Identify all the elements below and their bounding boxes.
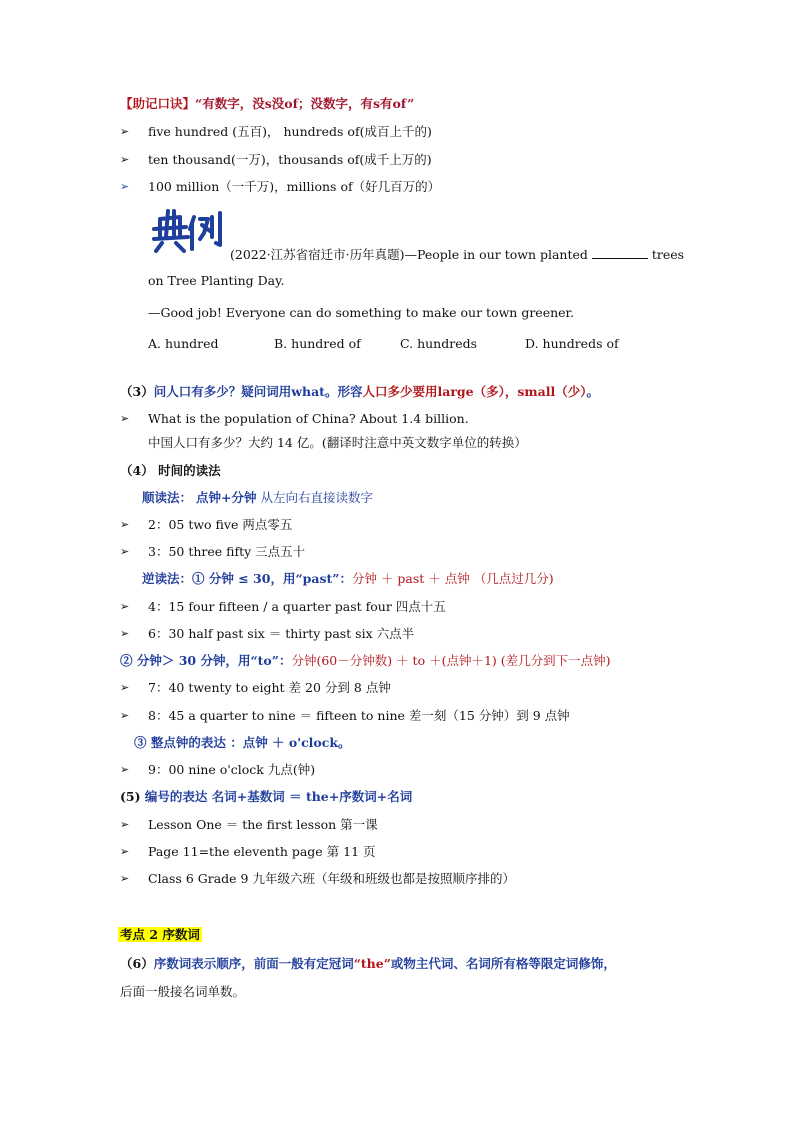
option-a [148,335,219,353]
bullet-icon: ➢ [120,872,130,885]
forward-label: 顺读法： [142,490,193,505]
option-d [525,335,619,353]
forward-rule: 点钟+分钟 [196,490,257,505]
mnemonic-line [120,95,414,113]
point2-the: “the” [353,956,391,971]
bullet-icon: ➢ [120,681,130,694]
list-item: 7：40 twenty to eight 差 20 分到 8 点钟 [148,680,391,695]
option-b [274,335,361,353]
mnemonic-text: “有数字，没s没of；没数字，有s有of” [195,96,415,111]
list-item: 6：30 half past six ＝ thirty past six 六点半 [148,626,415,641]
reverse-reading-rule1 [142,570,554,588]
bullet-icon: ➢ [120,545,130,558]
forward-reading-rule [142,489,373,507]
answer-blank [592,246,648,259]
bullet-icon: ➢ [120,845,130,858]
section5-heading [120,788,412,806]
option-text: hundred of [291,336,361,351]
bullet-icon: ➢ [120,153,130,166]
list-item: Class 6 Grade 9 九年级六班（年级和班级也都是按照顺序排的） [148,871,515,886]
option-c [400,335,477,353]
option-letter: A. [148,336,162,351]
section5-formula: 名词+基数词 ＝ the+序数词+名词 [211,789,413,804]
whole-hour-rule: ③ 整点钟的表达 ：点钟 ＋ o'clock。 [134,735,351,750]
point2-para-line2: 后面一般接名词单数。 [120,984,246,999]
list-item: Page 11=the eleventh page 第 11 页 [148,844,376,859]
reverse-label: 逆读法： [142,571,193,586]
reverse-reading-rule2 [120,652,611,670]
reverse-formula2: 分钟(60－分钟数) ＋ to ＋(点钟＋1) (差几分到下一点钟) [291,653,611,668]
option-letter: D. [525,336,539,351]
list-item: 2：05 two five 两点零五 [148,517,293,532]
example-logo-icon [150,207,226,255]
option-text: hundreds of [542,336,619,351]
reverse-formula1: 分钟 ＋ past ＋ 点钟 （几点过几分) [351,571,554,586]
point2-heading [118,926,202,944]
bullet-icon: ➢ [120,180,130,193]
bullet-icon: ➢ [120,709,130,722]
section-number: （4） [120,463,154,478]
example-after-blank: trees [651,247,685,262]
section-number: （6） [120,956,154,971]
bullet-icon: ➢ [120,818,130,831]
section3-title: 问人口有多少？疑问词用 [153,384,292,399]
section3-words: large（多），small（少） [437,384,587,399]
section-number: （3） [120,384,154,399]
list-item: 3：50 three fifty 三点五十 [148,544,306,559]
list-item: five hundred (五百)， hundreds of(成百上千的) [148,124,432,139]
section3-end: 。 [586,384,599,399]
point2-title: 考点 2 序数词 [120,927,200,942]
bullet-icon: ➢ [120,600,130,613]
option-letter: B. [274,336,288,351]
example-reply: —Good job! Everyone can do something to make our town greener. [148,305,575,320]
list-item: 4：15 four fifteen / a quarter past four 四点十五 [148,599,446,614]
example-question-line1 [230,246,684,264]
list-item: Lesson One ＝ the first lesson 第一课 [148,817,378,832]
forward-desc: 从左向右直接读数字 [260,490,373,505]
point2-text2: 或物主代词、名词所有格等限定词修饰， [390,956,616,971]
section3-pop: 人口多少要用 [362,384,438,399]
reverse-rule1: ① 分钟 ≤ 30，用“past”： [192,571,352,586]
bullet-icon: ➢ [120,125,130,138]
example-source: (2022·江苏省宿迁市·历年真题)—People in our town planted [230,247,588,262]
section3-mid: 。形容 [324,384,363,399]
option-letter: C. [400,336,414,351]
point2-text: 序数词表示顺序，前面一般有定冠词 [153,956,354,971]
bullet-icon: ➢ [120,763,130,776]
list-item: 100 million（一千万)，millions of（好几百万的） [148,179,441,194]
section4-heading [120,462,221,480]
section3-heading [120,383,599,401]
point2-para-line1 [120,955,616,973]
mnemonic-label: 【助记口诀】 [120,96,196,111]
list-item: ten thousand(一万)，thousands of(成千上万的) [148,152,432,167]
list-item: 8：45 a quarter to nine ＝ fifteen to nine 差一刻（15 分钟）到 9 点钟 [148,708,570,723]
section5-title: 编号的表达 [144,789,208,804]
list-item-translation: 中国人口有多少？大约 14 亿。(翻译时注意中英文数字单位的转换） [148,435,527,450]
list-item: What is the population of China? About 1.4 billion. [148,411,469,426]
list-item: 9：00 nine o'clock 九点(钟) [148,762,316,777]
section-number: (5) [120,789,141,804]
bullet-icon: ➢ [120,627,130,640]
option-text: hundred [165,336,219,351]
example-question-line2: on Tree Planting Day. [148,273,285,288]
option-text: hundreds [417,336,478,351]
bullet-icon: ➢ [120,518,130,531]
reverse-rule2: ② 分钟＞ 30 分钟，用“to”： [120,653,292,668]
section3-what: what [291,384,325,399]
section4-title: 时间的读法 [158,463,221,478]
bullet-icon: ➢ [120,412,130,425]
